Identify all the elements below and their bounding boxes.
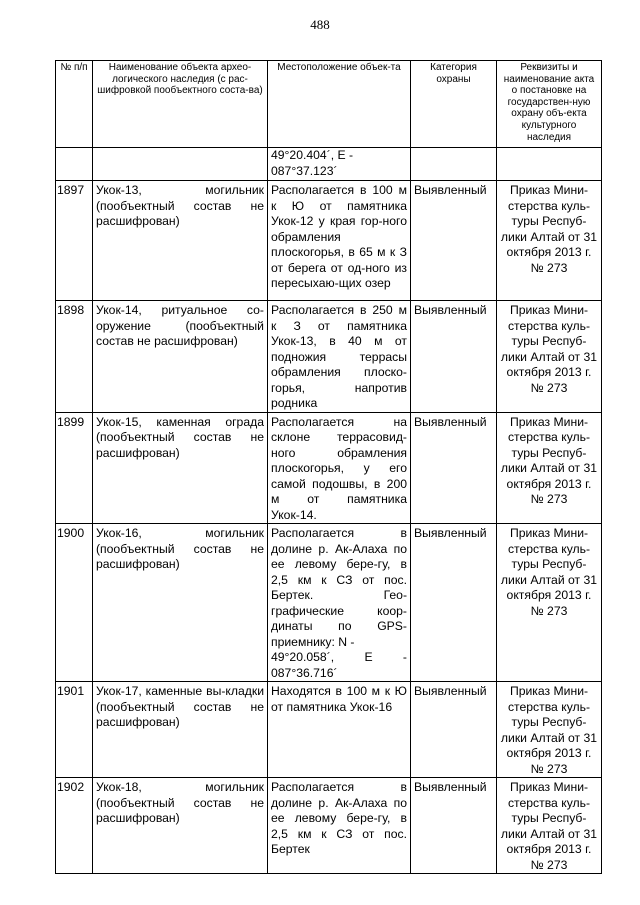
row-number-cell: 1901 [56,682,93,778]
act-cell [497,148,602,181]
act-cell: Приказ Мини-стерства куль-туры Респуб-лики Алтай от 31 октября 2013 г. № 273 [497,181,602,301]
table-row-continuation [56,148,602,181]
act-cell: Приказ Мини-стерства куль-туры Респуб-лики Алтай от 31 октября 2013 г. № 273 [497,412,602,524]
row-number-cell: 1898 [56,301,93,413]
page-number: 488 [310,17,330,32]
header-protection-category: Категория охраны [411,61,497,148]
location-text: Располагается в долине р. Ак-Алаха по ее левому бере-гу, в 2,5 км к СЗ от пос. Бертек. Гео-графические коор-динаты по GPS-приемнику: N - [271,526,407,649]
row-number-cell: 1899 [56,412,93,524]
category-cell: Выявленный [411,301,497,413]
header-location: Местоположение объек-та [268,61,411,148]
location-cell [268,524,411,682]
location-line: 087°37.123´ [271,163,338,178]
object-name-cell: Укок-16, могильник (пообъектный состав не расшифрован) [93,524,268,682]
table-row [56,778,602,874]
location-line: 49°20.404´, E - [271,148,354,162]
category-cell: Выявленный [411,682,497,778]
object-name-cell: Укок-17, каменные вы-кладки (пообъектный состав не расшифрован) [93,682,268,778]
category-cell [411,148,497,181]
act-cell: Приказ Мини-стерства куль-туры Респуб-лики Алтай от 31 октября 2013 г. № 273 [497,778,602,874]
row-number-cell [56,148,93,181]
gps-dash: - [402,650,407,664]
act-cell: Приказ Мини-стерства куль-туры Респуб-лики Алтай от 31 октября 2013 г. № 273 [497,524,602,682]
table-row [56,412,602,524]
object-name-cell: Укок-14, ритуальное со-оружение (пообъектный состав не расшифрован) [93,301,268,413]
header-act-details: Реквизиты и наименование акта о постановке на государствен-ную охрану объ-екта культурного наследия [497,61,602,148]
table-row [56,524,602,682]
header-object-name: Наименование объекта архео-логического наследия (с рас-шифровкой пообъектного соста-ва) [93,61,268,148]
object-name-cell: Укок-13, могильник (пообъектный состав не расшифрован) [93,181,268,301]
object-name-cell: Укок-18, могильник (пообъектный состав не расшифрован) [93,778,268,874]
object-name-cell: Укок-15, каменная ограда (пообъектный состав не расшифрован) [93,412,268,524]
gps-coordinate-line [271,650,407,666]
table-row [56,301,602,413]
table-row [56,181,602,301]
location-cell: Находятся в 100 м к Ю от памятника Укок-16 [268,682,411,778]
category-cell: Выявленный [411,412,497,524]
header-number: № п/п [56,61,93,148]
gps-longitude: 087°36.716´ [271,665,338,680]
table-row [56,682,602,778]
act-cell: Приказ Мини-стерства куль-туры Респуб-лики Алтай от 31 октября 2013 г. № 273 [497,682,602,778]
row-number-cell: 1900 [56,524,93,682]
location-cell: Располагается в долине р. Ак-Алаха по ее левому бере-гу, в 2,5 км к СЗ от пос. Бертек [268,778,411,874]
act-cell: Приказ Мини-стерства куль-туры Респуб-лики Алтай от 31 октября 2013 г. № 273 [497,301,602,413]
location-cell [268,148,411,181]
gps-latitude: 49°20.058´, [271,650,335,664]
category-cell: Выявленный [411,778,497,874]
object-name-cell [93,148,268,181]
row-number-cell: 1902 [56,778,93,874]
row-number-cell: 1897 [56,181,93,301]
location-cell: Располагается на склоне террасовид-ного обрамления плоскогорья, у его самой подошвы, в 200 м от памятника Укок-14. [268,412,411,524]
location-cell: Располагается в 100 м к Ю от памятника Укок-12 у края гор-ного обрамления плоскогорья, в 65 м к З от берега от од-ного из пересыхаю-щих озер [268,181,411,301]
category-cell: Выявленный [411,524,497,682]
gps-longitude-label: E [364,650,373,664]
category-cell: Выявленный [411,181,497,301]
location-cell: Располагается в 250 м к З от памятника Укок-13, в 40 м от подножия террасы обрамления плоско-горья, напротив родника [268,301,411,413]
table-header-row [56,61,602,148]
heritage-registry-table [55,60,602,874]
